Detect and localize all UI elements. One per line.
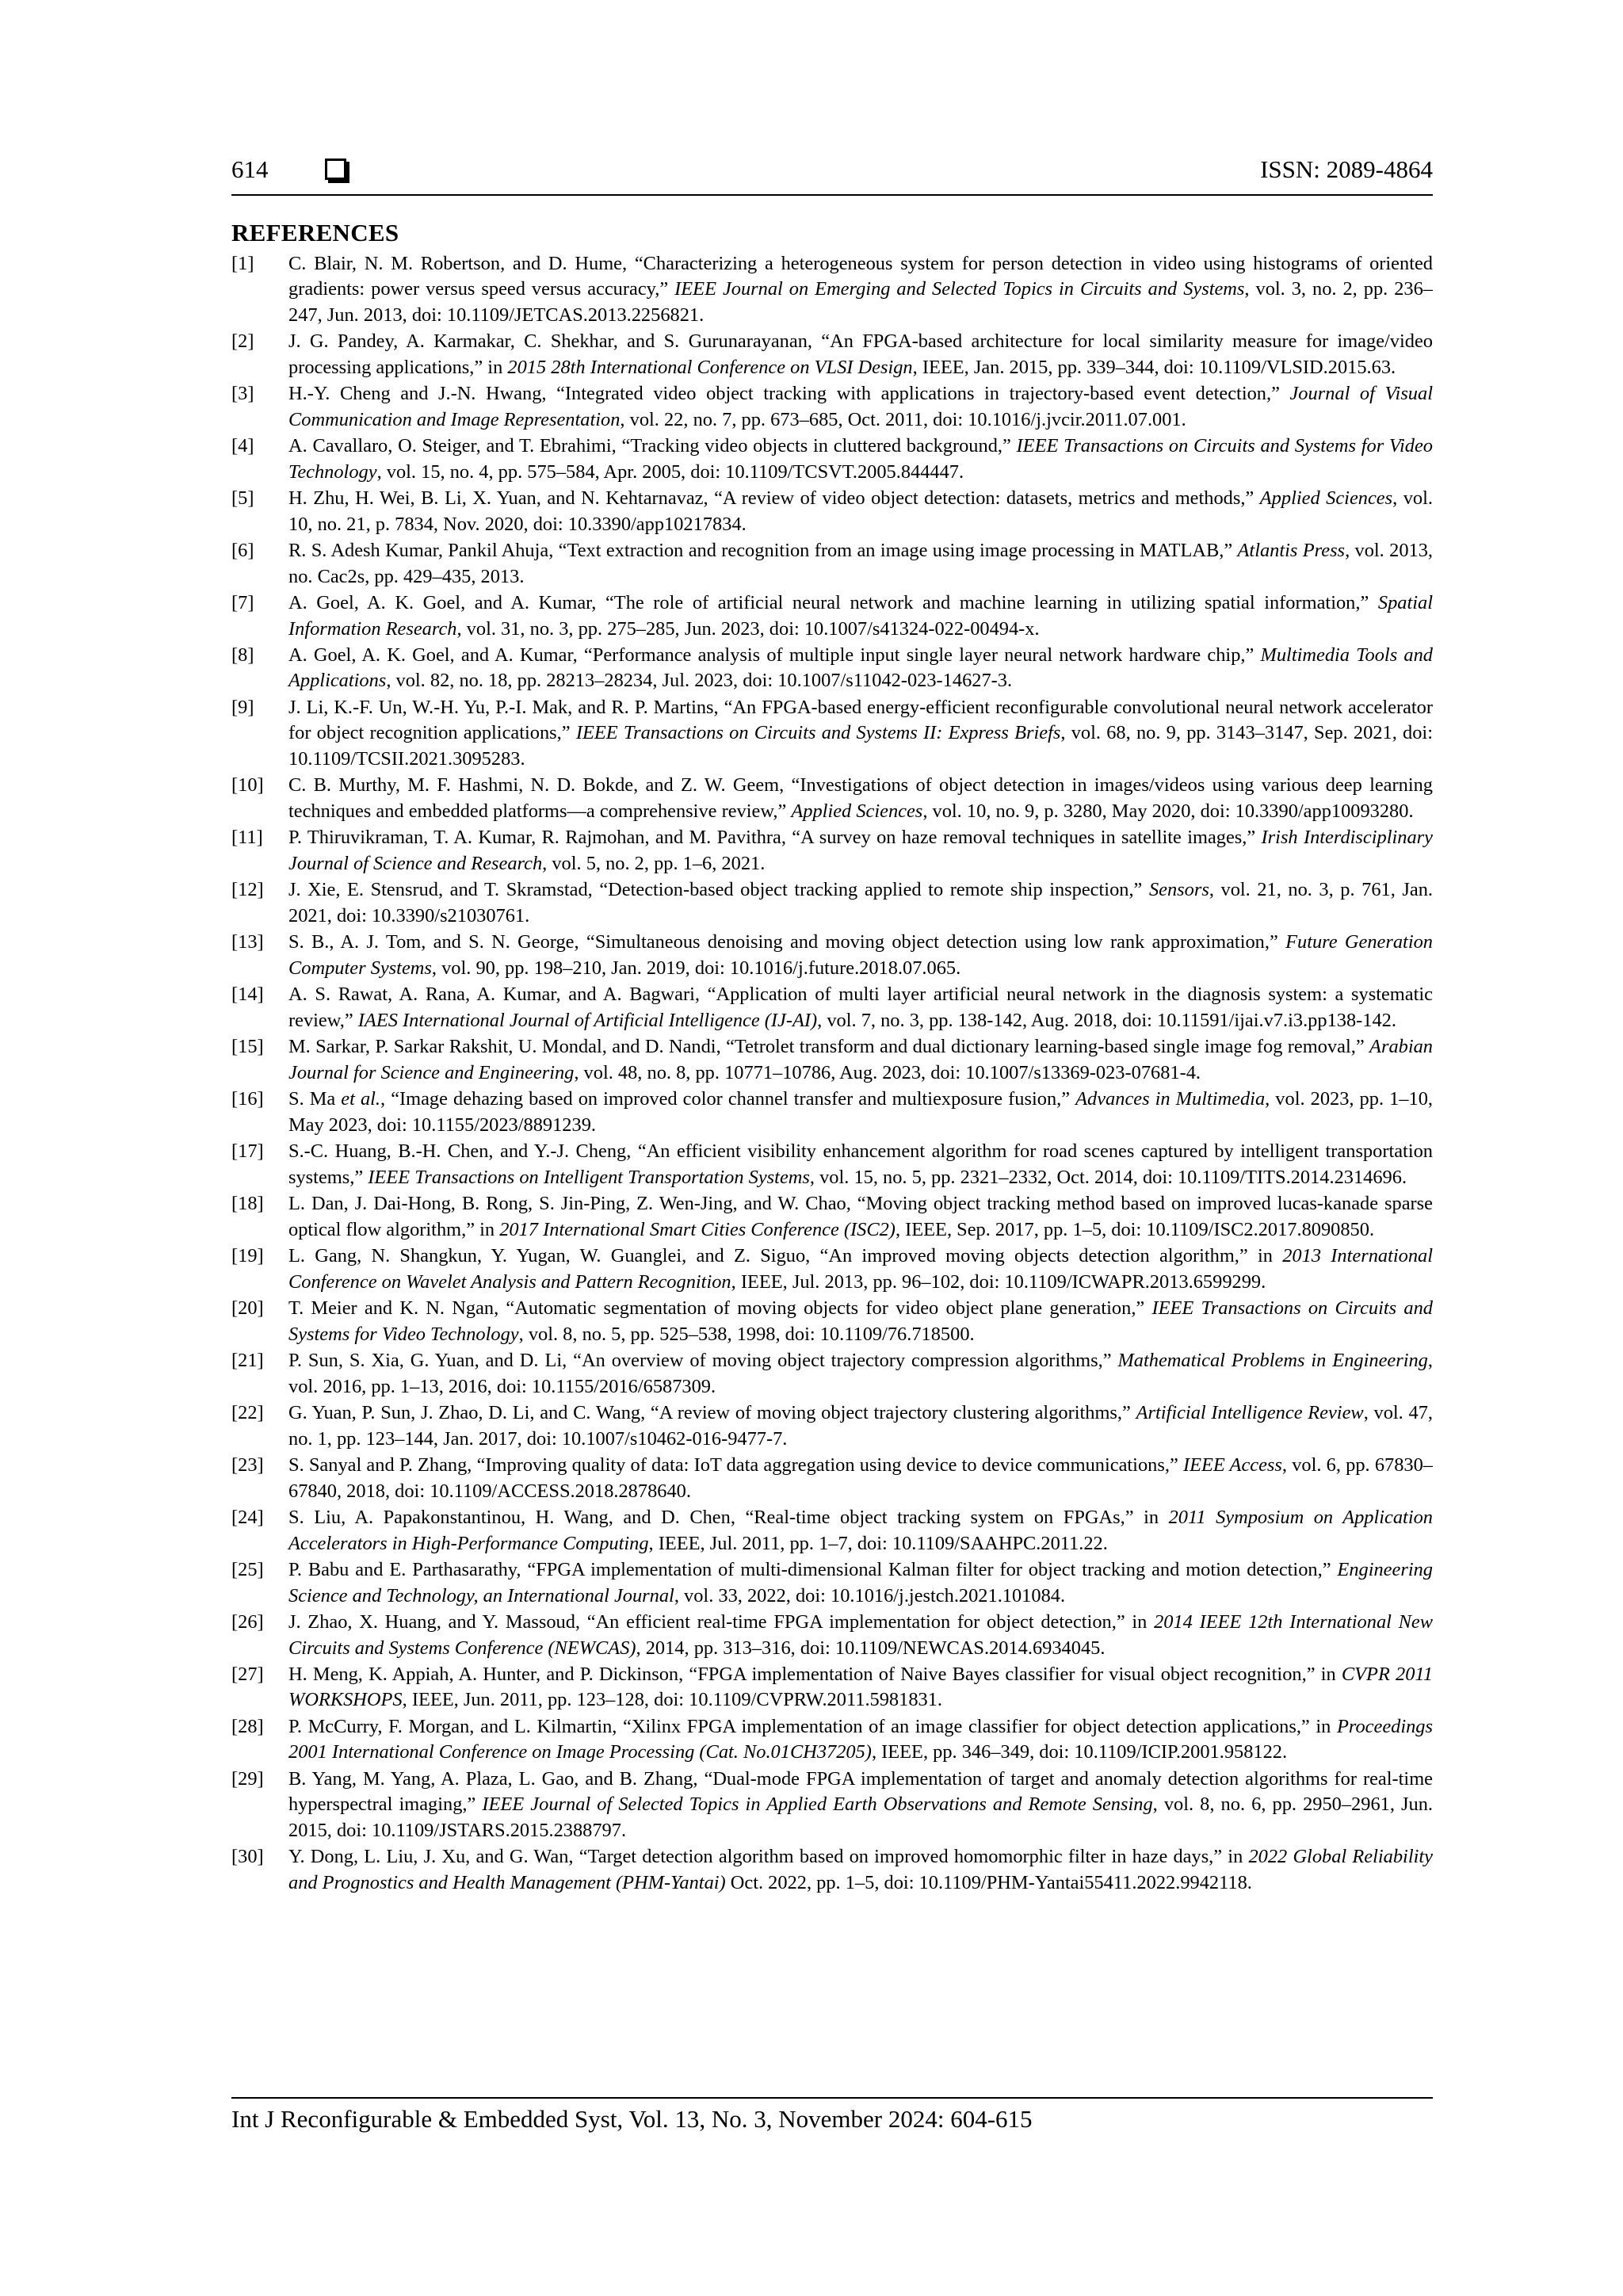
- reference-source-title: IAES International Journal of Artificial Intelligence (IJ-AI): [357, 1009, 818, 1031]
- reference-text: [288, 1611, 1433, 1658]
- reference-text-segment: Oct. 2022, pp. 1–5, doi: 10.1109/PHM-Yantai55411.2022.9942118.: [725, 1871, 1252, 1893]
- reference-source-title: Engineering Science and Technology, an International Journal: [288, 1559, 1433, 1606]
- reference-source-title: Future Generation Computer Systems: [288, 931, 1433, 979]
- reference-list: [231, 251, 1433, 1897]
- reference-text: [288, 1036, 1433, 1083]
- reference-number: [21]: [231, 1350, 264, 1372]
- reference-source-title: 2022 Global Reliability and Prognostics and Health Management (PHM-Yantai): [288, 1846, 1433, 1893]
- reference-item: [231, 643, 1433, 694]
- reference-text-segment: C. B. Murthy, M. F. Hashmi, N. D. Bokde, and Z. W. Geem, “Investigations of object detection in images/videos using various deep learning techniques and embedded platforms—a comprehensive review,”: [288, 774, 1433, 822]
- reference-text-segment: , vol. 33, 2022, doi: 10.1016/j.jestch.2021.101084.: [674, 1584, 1066, 1606]
- reference-source-title: 2014 IEEE 12th International New Circuits and Systems Conference (NEWCAS): [288, 1611, 1433, 1659]
- issn-label: ISSN: 2089-4864: [1260, 155, 1433, 183]
- reference-text-segment: , vol. 7, no. 3, pp. 138-142, Aug. 2018, doi: 10.11591/ijai.v7.i3.pp138-142.: [817, 1009, 1396, 1031]
- reference-number: [9]: [231, 697, 254, 719]
- page-number: 614: [231, 155, 269, 183]
- reference-item: [231, 1714, 1433, 1766]
- reference-text-segment: A. Goel, A. K. Goel, and A. Kumar, “The role of artificial neural network and machine learning in utilizing spatial information,”: [288, 592, 1378, 614]
- reference-number: [7]: [231, 592, 254, 614]
- reference-text-segment: , vol. 2013, no. Cac2s, pp. 429–435, 2013.: [288, 540, 1434, 587]
- reference-text-segment: , vol. 8, no. 6, pp. 2950–2961, Jun. 2015, doi: 10.1109/JSTARS.2015.2388797.: [288, 1794, 1433, 1841]
- reference-number: [8]: [231, 644, 254, 667]
- reference-source-title: IEEE Transactions on Circuits and Systems for Video Technology: [288, 1297, 1433, 1345]
- reference-number: [10]: [231, 774, 264, 797]
- reference-source-title: Sensors: [1148, 879, 1209, 901]
- reference-number: [19]: [231, 1245, 264, 1267]
- reference-text-segment: J. Zhao, X. Huang, and Y. Massoud, “An efficient real-time FPGA implementation for object detection,” in: [288, 1611, 1155, 1633]
- reference-text-segment: H. Meng, K. Appiah, A. Hunter, and P. Dickinson, “FPGA implementation of Naive Bayes classifier for visual object recognition,” in: [288, 1664, 1342, 1686]
- reference-text-segment: , vol. 31, no. 3, pp. 275–285, Jun. 2023, doi: 10.1007/s41324-022-00494-x.: [456, 617, 1040, 640]
- reference-item: [231, 1610, 1433, 1661]
- reference-text: [288, 592, 1433, 639]
- reference-number: [1]: [231, 253, 254, 274]
- reference-text-segment: , vol. 21, no. 3, p. 761, Jan. 2021, doi: 10.3390/s21030761.: [288, 879, 1433, 926]
- reference-item: [231, 1348, 1433, 1400]
- reference-text: [288, 1297, 1433, 1344]
- reference-text-segment: , IEEE, Jun. 2011, pp. 123–128, doi: 10.1109/CVPRW.2011.5981831.: [402, 1689, 942, 1711]
- reference-text-segment: P. Babu and E. Parthasarathy, “FPGA implementation of multi-dimensional Kalman filter for object tracking and motion detection,”: [288, 1559, 1338, 1581]
- reference-item: [231, 1087, 1433, 1138]
- reference-text: [288, 1559, 1433, 1606]
- reference-text-segment: S. Ma: [288, 1088, 342, 1110]
- reference-text-segment: A. Cavallaro, O. Steiger, and T. Ebrahimi, “Tracking video objects in cluttered background,”: [288, 435, 1017, 457]
- reference-number: [17]: [231, 1140, 264, 1163]
- reference-text: [288, 1507, 1433, 1553]
- reference-text-segment: P. Sun, S. Xia, G. Yuan, and D. Li, “An overview of moving object trajectory compression algorithms,”: [288, 1350, 1118, 1372]
- reference-text-segment: , vol. 10, no. 9, p. 3280, May 2020, doi: 10.3390/app10093280.: [922, 800, 1414, 822]
- reference-text: [288, 644, 1433, 691]
- reference-source-title: 2017 International Smart Cities Conference (ISC2): [499, 1218, 896, 1240]
- reference-text: [288, 1402, 1433, 1449]
- reference-item: [231, 329, 1433, 380]
- reference-text-segment: , IEEE, Sep. 2017, pp. 1–5, doi: 10.1109/ISC2.2017.8090850.: [895, 1218, 1375, 1240]
- reference-text-segment: , vol. 3, no. 2, pp. 236–247, Jun. 2013, doi: 10.1109/JETCAS.2013.2256821.: [288, 278, 1433, 326]
- reference-number: [22]: [231, 1402, 264, 1424]
- reference-source-title: IEEE Journal on Emerging and Selected Topics in Circuits and Systems: [674, 278, 1245, 300]
- reference-item: [231, 773, 1433, 824]
- reference-number: [26]: [231, 1611, 264, 1633]
- reference-text: [288, 540, 1433, 586]
- reference-text-segment: T. Meier and K. N. Ngan, “Automatic segmentation of moving objects for video object plane generation,”: [288, 1297, 1152, 1320]
- reference-number: [6]: [231, 540, 254, 562]
- reference-item: [231, 590, 1433, 642]
- reference-source-title: 2013 International Conference on Wavelet Analysis and Pattern Recognition: [288, 1245, 1433, 1293]
- reference-text: [288, 1088, 1433, 1135]
- reference-number: [27]: [231, 1664, 264, 1686]
- reference-text-segment: H.-Y. Cheng and J.-N. Hwang, “Integrated video object tracking with applications in trajectory-based event detection,”: [288, 383, 1290, 405]
- reference-source-title: Atlantis Press: [1237, 540, 1346, 562]
- reference-text-segment: P. McCurry, F. Morgan, and L. Kilmartin, “Xilinx FPGA implementation of an image classifier for object detection applications,” in: [288, 1716, 1337, 1738]
- reference-number: [16]: [231, 1088, 264, 1110]
- reference-text-segment: , IEEE, Jul. 2013, pp. 96–102, doi: 10.1109/ICWAPR.2013.6599299.: [731, 1270, 1266, 1293]
- reference-text-segment: , vol. 15, no. 5, pp. 2321–2332, Oct. 2014, doi: 10.1109/TITS.2014.2314696.: [809, 1166, 1407, 1188]
- reference-text: [288, 253, 1433, 326]
- reference-text: [288, 931, 1433, 978]
- reference-number: [13]: [231, 931, 264, 953]
- reference-text-segment: , vol. 8, no. 5, pp. 525–538, 1998, doi: 10.1109/76.718500.: [518, 1323, 975, 1345]
- reference-source-title: Mathematical Problems in Engineering: [1117, 1350, 1428, 1372]
- reference-text-segment: , vol. 2016, pp. 1–13, 2016, doi: 10.1155/2016/6587309.: [288, 1350, 1433, 1397]
- reference-source-title: Arabian Journal for Science and Engineering: [288, 1036, 1433, 1083]
- reference-source-title: Applied Sciences: [1259, 487, 1393, 510]
- reference-item: [231, 1767, 1433, 1843]
- reference-text: [288, 984, 1433, 1030]
- reference-number: [29]: [231, 1768, 264, 1790]
- reference-source-title: CVPR 2011 WORKSHOPS: [288, 1664, 1433, 1711]
- reference-number: [20]: [231, 1297, 264, 1320]
- reference-item: [231, 434, 1433, 485]
- reference-item: [231, 982, 1433, 1033]
- reference-text: [288, 1716, 1433, 1763]
- reference-text-segment: A. Goel, A. K. Goel, and A. Kumar, “Performance analysis of multiple input single layer neural network hardware chip,”: [288, 644, 1261, 667]
- reference-text: [288, 1664, 1433, 1710]
- reference-number: [3]: [231, 383, 254, 405]
- reference-text-segment: , vol. 6, pp. 67830–67840, 2018, doi: 10.1109/ACCESS.2018.2878640.: [288, 1454, 1433, 1502]
- reference-item: [231, 1505, 1433, 1557]
- reference-text-segment: J. G. Pandey, A. Karmakar, C. Shekhar, and S. Gurunarayanan, “An FPGA-based architecture for local similarity measure for image/video processing applications,” in: [288, 330, 1433, 378]
- reference-item: [231, 538, 1433, 590]
- reference-text-segment: B. Yang, M. Yang, A. Plaza, L. Gao, and B. Zhang, “Dual-mode FPGA implementation of target and anomaly detection algorithms for real-time hyperspectral imaging,”: [288, 1768, 1433, 1816]
- reference-source-title: IEEE Journal of Selected Topics in Applied Earth Observations and Remote Sensing: [482, 1794, 1153, 1816]
- reference-source-title: Advances in Multimedia: [1075, 1088, 1266, 1110]
- reference-text-segment: , 2014, pp. 313–316, doi: 10.1109/NEWCAS.2014.6934045.: [636, 1637, 1106, 1659]
- reference-number: [30]: [231, 1846, 264, 1868]
- reference-item: [231, 1296, 1433, 1347]
- reference-text-segment: J. Li, K.-F. Un, W.-H. Yu, P.-I. Mak, and R. P. Martins, “An FPGA-based energy-efficient reconfigurable convolutional neural network accelerator for object recognition applications,”: [288, 697, 1433, 744]
- reference-text-segment: , vol. 90, pp. 198–210, Jan. 2019, doi: 10.1016/j.future.2018.07.065.: [431, 957, 961, 979]
- reference-item: [231, 1191, 1433, 1243]
- reference-text-segment: , vol. 68, no. 9, pp. 3143–3147, Sep. 2021, doi: 10.1109/TCSII.2021.3095283.: [288, 722, 1433, 770]
- reference-text: [288, 697, 1433, 770]
- reference-number: [14]: [231, 984, 264, 1006]
- reference-source-title: IEEE Transactions on Intelligent Transportation Systems: [368, 1166, 810, 1188]
- reference-item: [231, 695, 1433, 772]
- reference-source-title: Artificial Intelligence Review: [1136, 1402, 1364, 1424]
- reference-text: [288, 879, 1433, 926]
- reference-text-segment: S. Sanyal and P. Zhang, “Improving quality of data: IoT data aggregation using device to device communications,”: [288, 1454, 1183, 1477]
- reference-text-segment: M. Sarkar, P. Sarkar Rakshit, U. Mondal, and D. Nandi, “Tetrolet transform and dual dictionary learning-based single image fog removal,”: [288, 1036, 1370, 1058]
- reference-text-segment: , “Image dehazing based on improved color channel transfer and multiexposure fusion,”: [380, 1088, 1076, 1110]
- reference-text-segment: J. Xie, E. Stensrud, and T. Skramstad, “Detection-based object tracking applied to remote ship inspection,”: [288, 879, 1149, 901]
- reference-number: [24]: [231, 1507, 264, 1529]
- reference-text-segment: G. Yuan, P. Sun, J. Zhao, D. Li, and C. Wang, “A review of moving object trajectory clustering algorithms,”: [288, 1402, 1136, 1424]
- reference-text: [288, 1245, 1433, 1292]
- reference-item: [231, 1844, 1433, 1896]
- reference-text-segment: A. S. Rawat, A. Rana, A. Kumar, and A. Bagwari, “Application of multi layer artificial neural network in the diagnosis system: a systematic review,”: [288, 984, 1433, 1031]
- reference-text: [288, 774, 1433, 821]
- reference-text-segment: , IEEE, Jan. 2015, pp. 339–344, doi: 10.1109/VLSID.2015.63.: [912, 356, 1396, 378]
- square-bullet-icon: [325, 159, 346, 180]
- reference-source-title: Applied Sciences: [791, 800, 923, 822]
- page-header: [231, 155, 1433, 190]
- reference-text: [288, 827, 1433, 873]
- reference-source-title: Irish Interdisciplinary Journal of Science and Research: [288, 827, 1433, 874]
- reference-source-title: Proceedings 2001 International Conference on Image Processing (Cat. No.01CH37205): [288, 1716, 1433, 1763]
- reference-text-segment: L. Dan, J. Dai-Hong, B. Rong, S. Jin-Ping, Z. Wen-Jing, and W. Chao, “Moving object tracking method based on improved lucas-kanade sparse optical flow algorithm,” in: [288, 1193, 1433, 1240]
- reference-number: [2]: [231, 330, 254, 353]
- reference-text-segment: S.-C. Huang, B.-H. Chen, and Y.-J. Cheng, “An efficient visibility enhancement algorithm for road scenes captured by intelligent transportation systems,”: [288, 1140, 1433, 1188]
- reference-text-segment: R. S. Adesh Kumar, Pankil Ahuja, “Text extraction and recognition from an image using image processing in MATLAB,”: [288, 540, 1238, 562]
- header-divider: [231, 194, 1433, 196]
- reference-text: [288, 435, 1433, 482]
- reference-item: [231, 1453, 1433, 1504]
- reference-item: [231, 877, 1433, 929]
- reference-text-segment: , vol. 5, no. 2, pp. 1–6, 2021.: [542, 852, 766, 874]
- reference-text-segment: Y. Dong, L. Liu, J. Xu, and G. Wan, “Target detection algorithm based on improved homomorphic filter in haze days,” in: [288, 1846, 1249, 1868]
- reference-item: [231, 486, 1433, 537]
- reference-source-title: Multimedia Tools and Applications: [288, 644, 1433, 692]
- reference-text-segment: , IEEE, Jul. 2011, pp. 1–7, doi: 10.1109/SAAHPC.2011.22.: [648, 1532, 1108, 1554]
- reference-item: [231, 1034, 1433, 1086]
- reference-source-title: 2015 28th International Conference on VLSI Design: [507, 356, 913, 378]
- reference-text-segment: , vol. 22, no. 7, pp. 673–685, Oct. 2011, doi: 10.1016/j.jvcir.2011.07.001.: [620, 408, 1186, 430]
- reference-item: [231, 1139, 1433, 1190]
- reference-text: [288, 1140, 1433, 1187]
- reference-text-segment: , vol. 47, no. 1, pp. 123–144, Jan. 2017, doi: 10.1007/s10462-016-9477-7.: [288, 1402, 1434, 1450]
- reference-number: [12]: [231, 879, 264, 901]
- reference-number: [25]: [231, 1559, 264, 1581]
- reference-text-segment: P. Thiruvikraman, T. A. Kumar, R. Rajmohan, and M. Pavithra, “A survey on haze removal techniques in satellite images,”: [288, 827, 1262, 849]
- reference-text-segment: , vol. 48, no. 8, pp. 10771–10786, Aug. 2023, doi: 10.1007/s13369-023-07681-4.: [574, 1061, 1201, 1083]
- reference-item: [231, 1662, 1433, 1713]
- reference-source-title: Journal of Visual Communication and Image Representation: [288, 383, 1433, 430]
- reference-item: [231, 825, 1433, 877]
- reference-text: [288, 487, 1433, 534]
- reference-text-segment: , vol. 10, no. 21, p. 7834, Nov. 2020, doi: 10.3390/app10217834.: [288, 487, 1433, 535]
- reference-text-segment: L. Gang, N. Shangkun, Y. Yugan, W. Guanglei, and Z. Siguo, “An improved moving objects detection algorithm,” in: [288, 1245, 1283, 1267]
- reference-item: [231, 381, 1433, 433]
- reference-text: [288, 330, 1433, 377]
- reference-text-segment: , vol. 15, no. 4, pp. 575–584, Apr. 2005, doi: 10.1109/TCSVT.2005.844447.: [376, 460, 964, 483]
- reference-text-segment: , IEEE, pp. 346–349, doi: 10.1109/ICIP.2001.958122.: [871, 1741, 1288, 1763]
- reference-item: [231, 930, 1433, 981]
- reference-item: [231, 251, 1433, 328]
- reference-text-segment: , vol. 2023, pp. 1–10, May 2023, doi: 10.1155/2023/8891239.: [288, 1088, 1433, 1136]
- reference-text-segment: S. B., A. J. Tom, and S. N. George, “Simultaneous denoising and moving object detection using low rank approximation,”: [288, 931, 1286, 953]
- reference-source-title: IEEE Transactions on Circuits and Systems II: Express Briefs: [575, 722, 1061, 744]
- reference-text: [288, 1768, 1433, 1841]
- reference-number: [23]: [231, 1454, 264, 1477]
- reference-source-title: et al.: [341, 1088, 381, 1110]
- reference-item: [231, 1400, 1433, 1452]
- reference-number: [4]: [231, 435, 254, 457]
- reference-source-title: 2011 Symposium on Application Accelerators in High-Performance Computing: [288, 1507, 1434, 1554]
- reference-number: [5]: [231, 487, 254, 510]
- reference-source-title: IEEE Transactions on Circuits and Systems for Video Technology: [288, 435, 1433, 483]
- reference-text-segment: S. Liu, A. Papakonstantinou, H. Wang, and D. Chen, “Real-time object tracking system on FPGAs,” in: [288, 1507, 1169, 1529]
- reference-item: [231, 1244, 1433, 1295]
- reference-text: [288, 1454, 1433, 1501]
- reference-number: [28]: [231, 1716, 264, 1738]
- reference-text-segment: , vol. 82, no. 18, pp. 28213–28234, Jul. 2023, doi: 10.1007/s11042-023-14627-3.: [386, 670, 1013, 692]
- reference-text: [288, 383, 1433, 430]
- reference-text: [288, 1193, 1433, 1240]
- page-footer: Int J Reconfigurable & Embedded Syst, Vol. 13, No. 3, November 2024: 604-615: [231, 2105, 1033, 2133]
- reference-source-title: Spatial Information Research: [288, 592, 1433, 640]
- reference-text-segment: H. Zhu, H. Wei, B. Li, X. Yuan, and N. Kehtarnavaz, “A review of video object detection: datasets, metrics and methods,”: [288, 487, 1260, 510]
- references-heading: REFERENCES: [231, 219, 399, 246]
- reference-item: [231, 1557, 1433, 1609]
- reference-source-title: IEEE Access: [1182, 1454, 1282, 1477]
- reference-text: [288, 1350, 1433, 1396]
- reference-text: [288, 1846, 1433, 1893]
- reference-text-segment: C. Blair, N. M. Robertson, and D. Hume, “Characterizing a heterogeneous system for person detection in video using histograms of oriented gradients: power versus speed versus accuracy,”: [288, 253, 1433, 300]
- footer-divider: [231, 2097, 1433, 2099]
- reference-number: [18]: [231, 1193, 264, 1215]
- reference-number: [15]: [231, 1036, 264, 1058]
- reference-number: [11]: [231, 827, 263, 849]
